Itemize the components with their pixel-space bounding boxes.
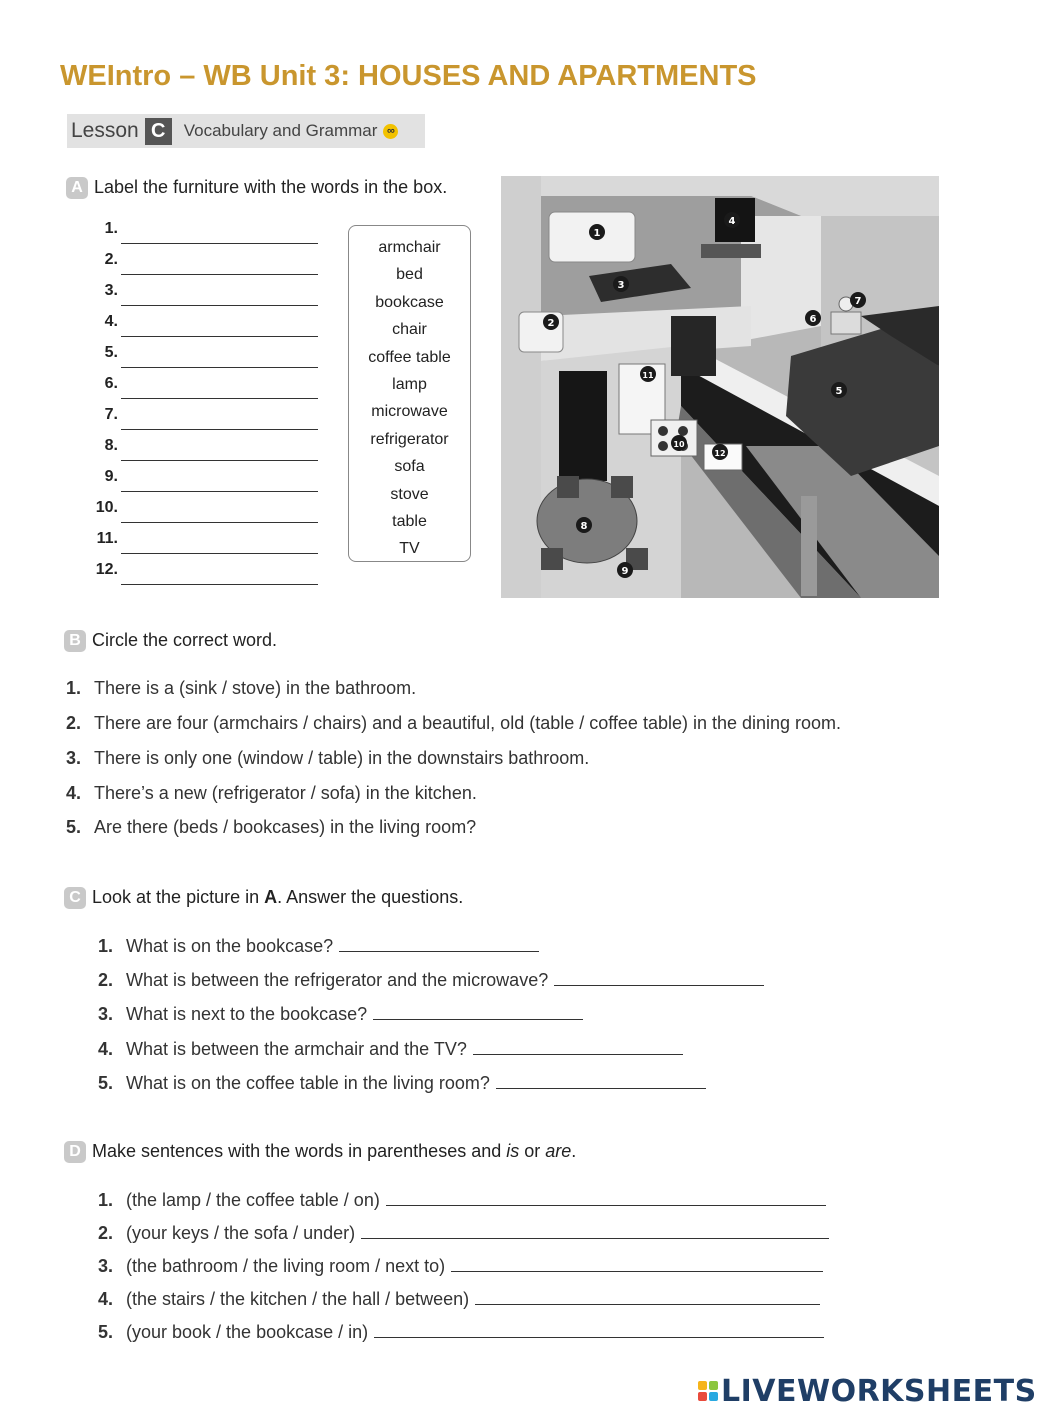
answer-blank[interactable] <box>121 460 318 461</box>
marker-3-label: 3 <box>617 280 625 291</box>
section-a-heading <box>66 177 447 199</box>
marker-11-label: 11 <box>642 371 654 380</box>
label-number: 9. <box>104 468 118 485</box>
circle-item-3 <box>66 748 589 769</box>
question-4 <box>98 1038 683 1060</box>
section-d-heading-end: . <box>571 1141 577 1161</box>
circle-item-5 <box>66 817 476 838</box>
house-illustration <box>501 176 939 598</box>
answer-blank[interactable] <box>121 336 318 337</box>
sentence-prompt: (your book / the bookcase / in) <box>126 1322 369 1342</box>
sentence-1 <box>98 1189 843 1211</box>
answer-blank[interactable] <box>339 935 539 952</box>
label-number: 6. <box>104 375 118 392</box>
section-a-badge: A <box>66 177 88 199</box>
word-box-item: sofa <box>394 458 425 476</box>
label-row-10 <box>88 499 318 529</box>
section-c-heading <box>64 887 463 909</box>
item-number: 3. <box>66 748 82 768</box>
marker-2-label: 2 <box>547 318 555 329</box>
marker-1-label: 1 <box>593 228 601 239</box>
section-d-heading-is: is <box>506 1141 520 1161</box>
question-3 <box>98 1003 583 1025</box>
answer-blank[interactable] <box>121 584 318 585</box>
answer-blank[interactable] <box>473 1038 683 1055</box>
label-number: 3. <box>104 282 118 299</box>
answer-blank[interactable] <box>121 243 318 244</box>
item-number: 3. <box>98 1004 114 1024</box>
lesson-subtitle: Vocabulary and Grammar <box>183 121 378 140</box>
section-c-heading-bold: A <box>264 887 278 907</box>
answer-blank[interactable] <box>121 367 318 368</box>
section-c-badge: C <box>64 887 86 909</box>
sentence-2 <box>98 1222 843 1244</box>
word-box-item: TV <box>399 540 420 558</box>
answer-blank[interactable] <box>451 1255 823 1272</box>
circle-item-4 <box>66 783 477 804</box>
label-row-9 <box>88 468 318 498</box>
label-row-12 <box>88 561 318 591</box>
section-c-heading-pre: Look at the picture in <box>92 887 265 907</box>
lesson-header <box>67 114 425 148</box>
question-text: What is between the armchair and the TV? <box>126 1039 467 1059</box>
circle-item-2 <box>66 713 841 734</box>
question-text: What is next to the bookcase? <box>126 1004 368 1024</box>
word-box-item: chair <box>392 321 427 339</box>
label-number: 1. <box>104 220 118 237</box>
answer-blank[interactable] <box>121 491 318 492</box>
item-number: 5. <box>66 817 82 837</box>
label-number: 2. <box>104 251 118 268</box>
marker-9-label: 9 <box>621 566 629 577</box>
label-row-11 <box>88 530 318 560</box>
answer-blank[interactable] <box>121 553 318 554</box>
section-b-heading <box>64 630 277 652</box>
word-box-item: coffee table <box>368 348 451 366</box>
liveworksheets-logo[interactable] <box>698 1375 1037 1407</box>
question-2 <box>98 969 764 991</box>
circle-item-text[interactable]: There’s a new (refrigerator / sofa) in the kitchen. <box>94 783 477 803</box>
answer-blank[interactable] <box>374 1321 824 1338</box>
label-number: 7. <box>104 406 118 423</box>
marker-5-label: 5 <box>835 386 843 397</box>
section-a-heading-text: Label the furniture with the words in the box. <box>94 177 448 197</box>
marker-4-label: 4 <box>728 216 736 227</box>
answer-blank[interactable] <box>121 522 318 523</box>
question-5 <box>98 1072 706 1094</box>
section-c-heading-post: . Answer the questions. <box>277 887 464 907</box>
word-box-item: microwave <box>371 403 448 421</box>
item-number: 4. <box>98 1289 114 1309</box>
item-number: 3. <box>98 1256 114 1276</box>
label-row-4 <box>88 313 318 343</box>
sentence-3 <box>98 1255 843 1277</box>
item-number: 2. <box>98 970 114 990</box>
item-number: 1. <box>66 678 82 698</box>
circle-item-text[interactable]: There are four (armchairs / chairs) and a beautiful, old (table / coffee table) in the dining room. <box>94 713 842 733</box>
question-text: What is between the refrigerator and the microwave? <box>126 970 549 990</box>
house-illustration-svg <box>501 176 939 598</box>
link-icon[interactable]: ∞ <box>383 124 398 139</box>
item-number: 2. <box>66 713 82 733</box>
circle-item-text[interactable]: There is only one (window / table) in the downstairs bathroom. <box>94 748 590 768</box>
label-row-1 <box>88 220 318 250</box>
page-title: WEIntro – WB Unit 3: HOUSES AND APARTMENTS <box>60 60 757 92</box>
label-row-5 <box>88 344 318 374</box>
lesson-letter: C <box>145 118 172 145</box>
word-box-item: lamp <box>392 375 427 393</box>
section-b-heading-text: Circle the correct word. <box>92 630 278 650</box>
logo-mark-icon <box>698 1381 718 1401</box>
circle-item-text[interactable]: There is a (sink / stove) in the bathroom. <box>94 678 417 698</box>
label-number: 11. <box>96 530 118 547</box>
answer-blank[interactable] <box>554 969 764 986</box>
sentence-prompt: (the stairs / the kitchen / the hall / between) <box>126 1289 470 1309</box>
marker-6-label: 6 <box>809 314 817 325</box>
answer-blank[interactable] <box>121 429 318 430</box>
item-number: 5. <box>98 1322 114 1342</box>
item-number: 2. <box>98 1223 114 1243</box>
label-row-6 <box>88 375 318 405</box>
item-number: 5. <box>98 1073 114 1093</box>
label-number: 4. <box>104 313 118 330</box>
label-row-8 <box>88 437 318 467</box>
answer-blank[interactable] <box>496 1072 706 1089</box>
answer-blank[interactable] <box>373 1003 583 1020</box>
marker-10-label: 10 <box>673 440 685 449</box>
item-number: 4. <box>98 1039 114 1059</box>
answer-blank[interactable] <box>361 1222 829 1239</box>
marker-12-label: 12 <box>714 449 726 458</box>
label-row-3 <box>88 282 318 312</box>
label-number: 10. <box>95 499 118 516</box>
item-number: 1. <box>98 936 114 956</box>
label-row-2 <box>88 251 318 281</box>
label-row-7 <box>88 406 318 436</box>
sentence-4 <box>98 1288 843 1310</box>
word-box-item: armchair <box>378 239 441 256</box>
label-number: 12. <box>95 561 118 578</box>
section-d-badge: D <box>64 1141 86 1163</box>
answer-blank[interactable] <box>475 1288 820 1305</box>
section-d-heading-pre: Make sentences with the words in parentheses and <box>92 1141 507 1161</box>
answer-blank[interactable] <box>121 274 318 275</box>
answer-blank[interactable] <box>121 305 318 306</box>
word-box <box>348 225 471 562</box>
question-text: What is on the bookcase? <box>126 936 334 956</box>
item-number: 4. <box>66 783 82 803</box>
word-box-item: bookcase <box>375 293 444 311</box>
section-b-badge: B <box>64 630 86 652</box>
question-1 <box>98 935 539 957</box>
question-text: What is on the coffee table in the living room? <box>126 1073 490 1093</box>
word-box-item: refrigerator <box>370 430 449 448</box>
section-d-heading-are: are <box>545 1141 572 1161</box>
sentence-5 <box>98 1321 843 1343</box>
word-box-item: table <box>392 512 427 530</box>
answer-blank[interactable] <box>121 398 318 399</box>
label-number: 5. <box>104 344 118 361</box>
circle-item-text[interactable]: Are there (beds / bookcases) in the living room? <box>94 817 477 837</box>
sentence-prompt: (the lamp / the coffee table / on) <box>126 1190 380 1210</box>
section-d-heading <box>64 1141 576 1163</box>
answer-blank[interactable] <box>386 1189 826 1206</box>
word-box-item: bed <box>396 266 423 284</box>
sentence-prompt: (the bathroom / the living room / next to) <box>126 1256 446 1276</box>
lesson-word: Lesson <box>71 119 139 142</box>
label-number: 8. <box>104 437 118 454</box>
marker-7-label: 7 <box>854 296 862 307</box>
marker-8-label: 8 <box>580 521 588 532</box>
circle-item-1 <box>66 678 416 699</box>
section-d-heading-or: or <box>519 1141 546 1161</box>
item-number: 1. <box>98 1190 114 1210</box>
logo-text: LIVEWORKSHEETS <box>721 1373 1037 1409</box>
sentence-prompt: (your keys / the sofa / under) <box>126 1223 356 1243</box>
word-box-item: stove <box>390 485 429 503</box>
